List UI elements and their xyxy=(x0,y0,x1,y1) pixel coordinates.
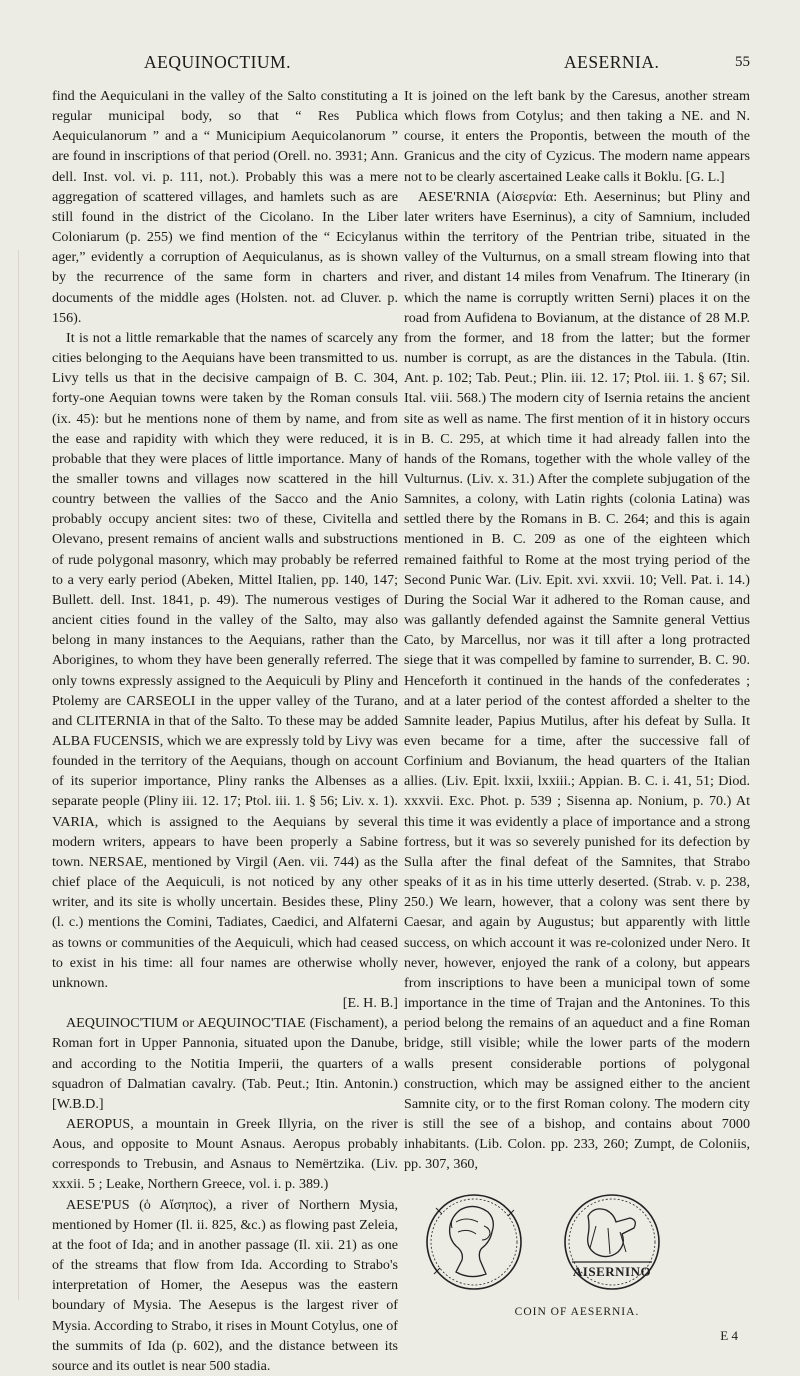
paragraph: It is not a little remarkable that the names of scarcely any cities belonging to the Aequians have been transmitted to us. Livy tells us that in the decisive campaign of B. C. 304, forty-one Aequian towns were taken by the Roman consuls (ix. 45): but he mentions none of them by name, and from the ease and rapidity with which they were reduced, it is probable that they were places of little importance. Many of the smaller towns and villages now scattered in the hill country between the vallies of the Sacco and the Anio probably occupy ancient sites: two of these, Civitella and Olevano, present remains of ancient walls and substructions of rude polygonal masonry, which may probably be referred to a very early period (Abeken, Mittel Italien, pp. 140, 147; Bullett. dell. Inst. 1841, p. 49). The numerous vestiges of ancient cities found in the valley of the Salto, may also belong in many instances to the Aequians, rather than the Aborigines, to whom they have been generally referred. The only towns expressly assigned to the Aequiculi by Pliny and Ptolemy are CARSEOLI in the upper valley of the Turano, and CLITERNIA in that of the Salto. To these may be added ALBA FUCENSIS, which we are expressly told by Livy was founded in the territory of the Aequians, though on account of its superior importance, Pliny ranks the Albenses as a separate people (Pliny iii. 12. 17; Ptol. iii. 1. § 56; Liv. x. 1). VARIA, which is assigned to the Aequians by several modern writers, appears to have been properly a Sabine town. NERSAE, mentioned by Virgil (Aen. vii. 744) as the chief place of the Aequiculi, is not noticed by any other writer, and its site is wholly uncertain. Besides these, Pliny (l. c.) mentions the Comini, Tadiates, Caedici, and Alfaterni as towns or communities of the Aequiculi, which had ceased to exist in his time: all four names are otherwise wholly unknown. xyxy=(52,329,398,991)
left-column xyxy=(52,86,398,1376)
coin-reverse xyxy=(565,1195,659,1289)
figure-caption: COIN OF AESERNIA. xyxy=(514,1306,640,1318)
paragraph: It is joined on the left bank by the Caresus, another stream which flows from Cotylus; and then taking a NE. and N. course, it enters the Propontis, between the mouth of the Granicus and the city of Cyzicus. The modern name appears not to be clearly ascertained Leake calls it Boklu. [G. L.] xyxy=(404,88,750,185)
page-number: 55 xyxy=(735,54,750,70)
coin-obverse xyxy=(427,1195,521,1289)
entry-aesepus: AESE'PUS (ὁ Αἴσηπος), a river of Northern Mysia, mentioned by Homer (Il. ii. 825, &c.) as flowing past Zeleia, at the foot of Ida; and in another passage (Il. xii. 21) as one of the streams that flow from Ida. According to Strabo's interpretation of Homer, the Aesepus was the eastern boundary of Mysia. The Aesepus is the largest river of Mysia. According to Strabo, it rises in Mount Cotylus, one of the summits of Ida (p. 602), and the distance between its source and its outlet is near 500 stadia. xyxy=(52,1196,398,1374)
coin-illustration xyxy=(412,1192,742,1292)
header-left-title: AEQUINOCTIUM. xyxy=(144,52,291,72)
entry-aequinoctium: AEQUINOC'TIUM or AEQUINOC'TIAE (Fischament), a Roman fort in Upper Pannonia, situated upon the Danube, and according to the Notitia Imperii, the quarters of a squadron of Dalmatian cavalry. (Tab. Peut.; Itin. Antonin.) [W.B.D.] xyxy=(52,1015,398,1112)
signature-mark: E 4 xyxy=(720,1328,738,1343)
entry-aesernia: AESE'RNIA (Αἰσερνία: Eth. Aeserninus; but Pliny and later writers have Eserninus), a city of Samnium, included within the territory of the Pentrian tribe, situated in the valley of the Vulturnus, on a small stream flowing into that river, and distant 14 miles from Venafrum. The Itinerary (in which the name is corruptly written Serni) places it on the road from Aufidena to Bovianum, at the distance of 28 M.P. from the former, and 18 from the latter; but the former number is corrupt, as are the distances in the Tabula. (Itin. Ant. p. 102; Tab. Peut.; Plin. iii. 12. 17; Ptol. iii. 1. § 67; Sil. Ital. viii. 568.) The modern city of Isernia retains the ancient site as well as name. The first mention of it in history occurs in B. C. 295, at which time it had already fallen into the hands of the Romans, together with the whole valley of the Vulturnus. (Liv. x. 31.) After the complete subjugation of the Samnites, a colony, with Latin rights (colonia Latina) was settled there by the Romans in B. C. 264; and this is again mentioned in B. C. 209 as one of the eighteen which remained faithful to Rome at the most trying period of the Second Punic War. (Liv. Epit. xvi. xxvii. 10; Vell. Pat. i. 14.) During the Social War it adhered to the Roman cause, and was gallantly defended against the Samnite general Vettius Cato, by Marcellus, nor was it till after a long protracted siege that it was compelled by famine to surrender, B. C. 90. Henceforth it continued in the hands of the confederates ; and at a later period of the contest afforded a shelter to the Samnite leader, Papius Mutilus, after his defeat by Sulla. It even became for a time, after the successive fall of Corfinium and Bovianum, the head quarters of the Italian allies. (Liv. Epit. lxxii, lxxiii.; Appian. B. C. i. 41, 51; Diod. xxxvii. Exc. Phot. p. 539 ; Sisenna ap. Nonium, p. 70.) At this time it was evidently a place of importance and a strong fortress, but it was so severely punished for its defection by Sulla after the final defeat of the Samnites, that Strabo speaks of it as in his time utterly deserted. (Strab. v. p. 238, 250.) We learn, however, that a colony was sent there by Caesar, and again by Augustus; but apparently with little success, on which account it was re-colonized under Nero. It never, however, enjoyed the rank of a colony, but appears from inscriptions to have been a municipal town of some importance in the time of Trajan and the Antonines. To this period belong the remains of an aqueduct and a fine Roman bridge, still visible; while the lower parts of the modern walls present considerable portions of polygonal construction, which may be assigned either to the ancient Samnite city, or to the first Roman colony. The modern city is still the see of a bishop, and contains about 7000 inhabitants. (Lib. Colon. pp. 233, 260; Zumpt, de Coloniis, pp. 307, 360, xyxy=(404,188,750,1173)
coin-drawing xyxy=(412,1192,742,1292)
right-column xyxy=(404,86,750,1174)
header-right-title: AESERNIA. xyxy=(564,52,660,72)
coin-legend: AISERNINO xyxy=(572,1264,652,1279)
running-header xyxy=(50,52,750,78)
author-signature: [E. H. B.] xyxy=(342,995,398,1012)
paragraph: find the Aequiculani in the valley of the Salto constituting a regular municipal body, so that “ Res Publica Aequiculanorum ” and a “ Municipium Aequicolanorum ” are found in inscriptions of that period (Orell. no. 3931; Ann. dell. Inst. vol. vi. p. 111, not.). Probably this was a mere aggregation of scattered villages, and hamlets such as are still found in the district of the Cicolano. In the Liber Coloniarum (p. 255) we find mention of the “ Ecicylanus ager,” evidently a corruption of Aequiculanus, as is shown by the recurrence of the same form in charters and documents of the middle ages (Holsten. not. ad Cluver. p. 156). xyxy=(52,88,398,326)
page-shadow-line xyxy=(18,250,19,1300)
entry-aeropus: AEROPUS, a mountain in Greek Illyria, on the river Aous, and opposite to Mount Asnaus. Aeropus probably corresponds to Trebusin, and Asnaus to Nemërtzika. (Liv. xxxii. 5 ; Leake, Northern Greece, vol. i. p. 389.) xyxy=(52,1115,398,1193)
